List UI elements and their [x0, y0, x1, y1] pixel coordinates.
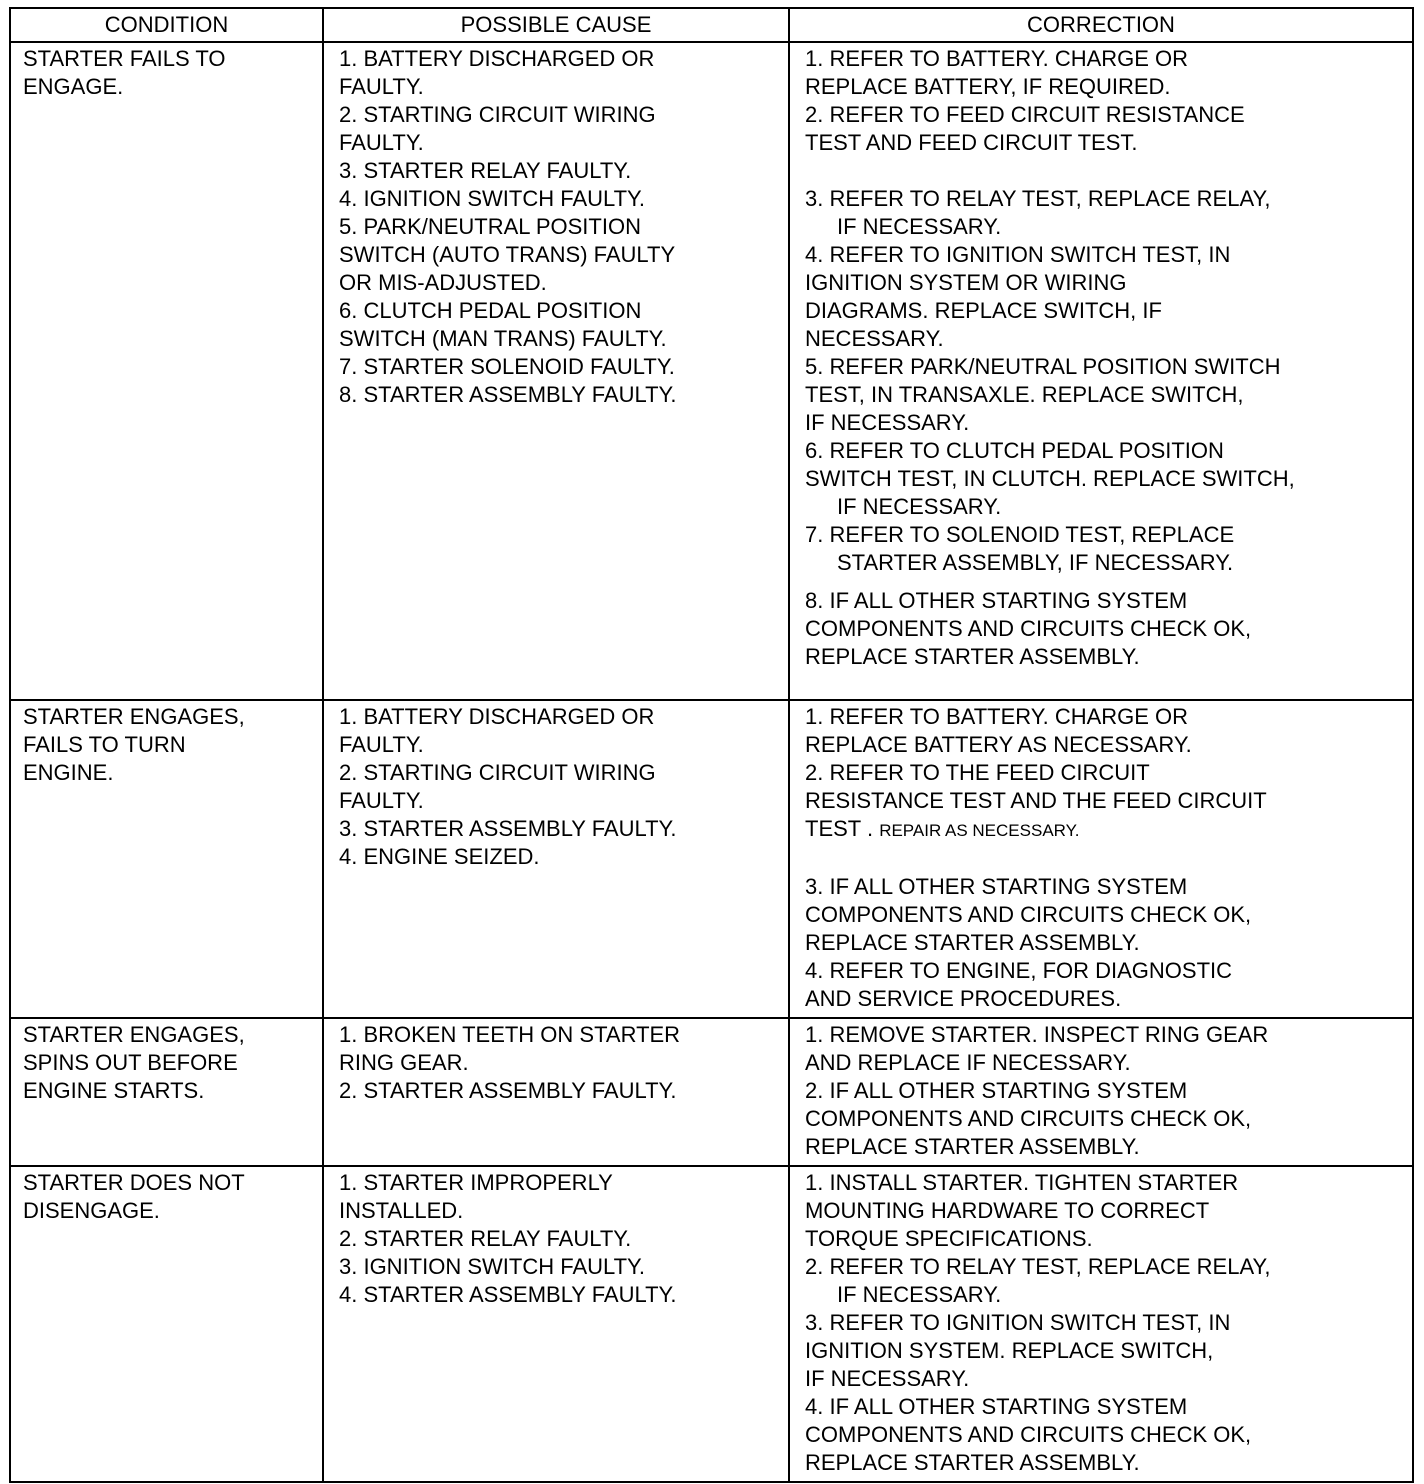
condition-cell	[10, 1018, 323, 1166]
correction-text: TEST .	[805, 816, 874, 841]
correction-line: 4. REFER TO ENGINE, FOR DIAGNOSTIC	[805, 958, 1233, 983]
correction-line: 1. REFER TO BATTERY. CHARGE OR	[805, 46, 1189, 71]
condition-line: ENGINE STARTS.	[23, 1078, 205, 1103]
cause-line: 2. STARTING CIRCUIT WIRING	[339, 102, 656, 127]
cause-cell	[323, 700, 789, 1018]
condition-line: STARTER ENGAGES,	[23, 1022, 245, 1047]
correction-line: REPLACE STARTER ASSEMBLY.	[805, 644, 1140, 669]
correction-line: TORQUE SPECIFICATIONS.	[805, 1226, 1093, 1251]
correction-cell	[789, 700, 1413, 1018]
correction-line: STARTER ASSEMBLY, IF NECESSARY.	[837, 550, 1234, 575]
cause-line: 3. IGNITION SWITCH FAULTY.	[339, 1254, 646, 1279]
correction-line: 8. IF ALL OTHER STARTING SYSTEM	[805, 588, 1188, 613]
cause-line: 4. STARTER ASSEMBLY FAULTY.	[339, 1282, 677, 1307]
header-correction: CORRECTION	[789, 8, 1413, 42]
correction-line: REPLACE BATTERY, IF REQUIRED.	[805, 74, 1171, 99]
correction-line: RESISTANCE TEST AND THE FEED CIRCUIT	[805, 788, 1267, 813]
correction-line: 1. REMOVE STARTER. INSPECT RING GEAR	[805, 1022, 1269, 1047]
correction-line: IF NECESSARY.	[805, 1366, 970, 1391]
correction-line: 2. REFER TO RELAY TEST, REPLACE RELAY,	[805, 1254, 1271, 1279]
condition-line: STARTER ENGAGES,	[23, 704, 245, 729]
cause-line: FAULTY.	[339, 788, 424, 813]
header-possible-cause: POSSIBLE CAUSE	[323, 8, 789, 42]
correction-line: 1. INSTALL STARTER. TIGHTEN STARTER	[805, 1170, 1239, 1195]
correction-line: 3. IF ALL OTHER STARTING SYSTEM	[805, 874, 1188, 899]
cause-line: 1. BROKEN TEETH ON STARTER	[339, 1022, 681, 1047]
table-row	[10, 42, 1413, 700]
condition-line: ENGINE.	[23, 760, 114, 785]
cause-line: FAULTY.	[339, 732, 424, 757]
cause-line: 8. STARTER ASSEMBLY FAULTY.	[339, 382, 677, 407]
cause-line: FAULTY.	[339, 74, 424, 99]
correction-line: IF NECESSARY.	[837, 494, 1002, 519]
correction-line: MOUNTING HARDWARE TO CORRECT	[805, 1198, 1210, 1223]
correction-line: IF NECESSARY.	[805, 410, 970, 435]
correction-cell	[789, 1018, 1413, 1166]
condition-line: FAILS TO TURN	[23, 732, 186, 757]
cause-line: SWITCH (AUTO TRANS) FAULTY	[339, 242, 676, 267]
correction-line: IF NECESSARY.	[837, 1282, 1002, 1307]
cause-line: 5. PARK/NEUTRAL POSITION	[339, 214, 641, 239]
cause-cell	[323, 42, 789, 700]
correction-line: TEST, IN TRANSAXLE. REPLACE SWITCH,	[805, 382, 1244, 407]
cause-line: SWITCH (MAN TRANS) FAULTY.	[339, 326, 667, 351]
correction-line: REPLACE BATTERY AS NECESSARY.	[805, 732, 1192, 757]
correction-cell	[789, 1166, 1413, 1482]
correction-line: REPLACE STARTER ASSEMBLY.	[805, 1450, 1140, 1475]
correction-line: REPLACE STARTER ASSEMBLY.	[805, 930, 1140, 955]
correction-line: IGNITION SYSTEM. REPLACE SWITCH,	[805, 1338, 1214, 1363]
table-row	[10, 700, 1413, 1018]
cause-line: 7. STARTER SOLENOID FAULTY.	[339, 354, 675, 379]
cause-line: 6. CLUTCH PEDAL POSITION	[339, 298, 642, 323]
cause-line: 1. BATTERY DISCHARGED OR	[339, 704, 655, 729]
diagnosis-sheet	[9, 7, 1414, 1483]
condition-cell	[10, 1166, 323, 1482]
starting-system-diagnosis-table	[9, 7, 1414, 1483]
correction-line: 3. REFER TO RELAY TEST, REPLACE RELAY,	[805, 186, 1271, 211]
correction-line: 6. REFER TO CLUTCH PEDAL POSITION	[805, 438, 1224, 463]
condition-line: ENGAGE.	[23, 74, 124, 99]
correction-line: AND SERVICE PROCEDURES.	[805, 986, 1122, 1011]
correction-line: DIAGRAMS. REPLACE SWITCH, IF	[805, 298, 1162, 323]
correction-line: NECESSARY.	[805, 326, 944, 351]
correction-line: IGNITION SYSTEM OR WIRING	[805, 270, 1127, 295]
cause-line: INSTALLED.	[339, 1198, 464, 1223]
condition-line: SPINS OUT BEFORE	[23, 1050, 238, 1075]
cause-line: RING GEAR.	[339, 1050, 469, 1075]
correction-line: COMPONENTS AND CIRCUITS CHECK OK,	[805, 902, 1252, 927]
table-row	[10, 1166, 1413, 1482]
header-condition: CONDITION	[10, 8, 323, 42]
header-row	[10, 8, 1413, 42]
cause-cell	[323, 1166, 789, 1482]
cause-line: 2. STARTER RELAY FAULTY.	[339, 1226, 632, 1251]
table-row	[10, 1018, 1413, 1166]
correction-line: 1. REFER TO BATTERY. CHARGE OR	[805, 704, 1189, 729]
correction-line: 3. REFER TO IGNITION SWITCH TEST, IN	[805, 1310, 1231, 1335]
cause-line: 2. STARTER ASSEMBLY FAULTY.	[339, 1078, 677, 1103]
cause-line: OR MIS-ADJUSTED.	[339, 270, 547, 295]
correction-cell	[789, 42, 1413, 700]
cause-line: 1. BATTERY DISCHARGED OR	[339, 46, 655, 71]
correction-line: 4. REFER TO IGNITION SWITCH TEST, IN	[805, 242, 1231, 267]
correction-line: 2. IF ALL OTHER STARTING SYSTEM	[805, 1078, 1188, 1103]
correction-line: IF NECESSARY.	[837, 214, 1002, 239]
correction-line: SWITCH TEST, IN CLUTCH. REPLACE SWITCH,	[805, 466, 1295, 491]
condition-line: STARTER DOES NOT	[23, 1170, 245, 1195]
correction-line: 5. REFER PARK/NEUTRAL POSITION SWITCH	[805, 354, 1281, 379]
condition-line: DISENGAGE.	[23, 1198, 160, 1223]
correction-note-small: REPAIR AS NECESSARY.	[879, 821, 1080, 840]
correction-line: 4. IF ALL OTHER STARTING SYSTEM	[805, 1394, 1188, 1419]
cause-cell	[323, 1018, 789, 1166]
correction-line: COMPONENTS AND CIRCUITS CHECK OK,	[805, 1106, 1252, 1131]
correction-line: AND REPLACE IF NECESSARY.	[805, 1050, 1131, 1075]
correction-line: TEST AND FEED CIRCUIT TEST.	[805, 130, 1138, 155]
condition-line: STARTER FAILS TO	[23, 46, 226, 71]
cause-line: 2. STARTING CIRCUIT WIRING	[339, 760, 656, 785]
cause-line: 1. STARTER IMPROPERLY	[339, 1170, 613, 1195]
condition-cell	[10, 700, 323, 1018]
correction-line: 2. REFER TO FEED CIRCUIT RESISTANCE	[805, 102, 1245, 127]
correction-line: COMPONENTS AND CIRCUITS CHECK OK,	[805, 1422, 1252, 1447]
cause-line: 4. ENGINE SEIZED.	[339, 844, 540, 869]
cause-line: FAULTY.	[339, 130, 424, 155]
cause-line: 3. STARTER ASSEMBLY FAULTY.	[339, 816, 677, 841]
correction-line: 7. REFER TO SOLENOID TEST, REPLACE	[805, 522, 1235, 547]
correction-line: 2. REFER TO THE FEED CIRCUIT	[805, 760, 1150, 785]
correction-line: REPLACE STARTER ASSEMBLY.	[805, 1134, 1140, 1159]
correction-line: COMPONENTS AND CIRCUITS CHECK OK,	[805, 616, 1252, 641]
cause-line: 4. IGNITION SWITCH FAULTY.	[339, 186, 646, 211]
correction-line	[805, 815, 1404, 845]
cause-line: 3. STARTER RELAY FAULTY.	[339, 158, 632, 183]
condition-cell	[10, 42, 323, 700]
